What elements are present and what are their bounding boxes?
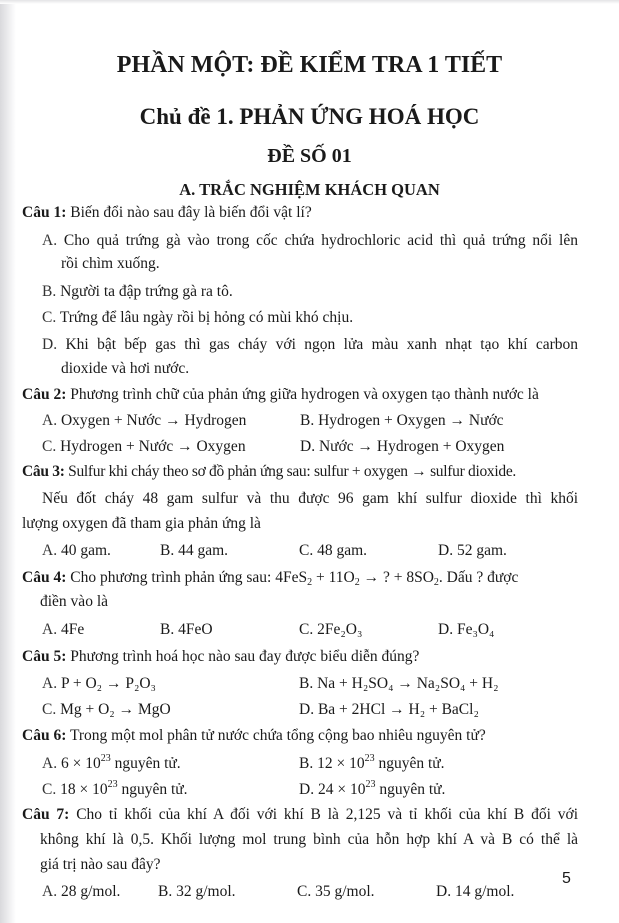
question-6: Câu 6: Trong một mol phân tử nước chứa tổng cộng bao nhiêu nguyên tử?: [22, 727, 486, 744]
q3-option-d: D. 52 gam.: [438, 542, 507, 559]
q3-text-cont2: lượng oxygen đã tham gia phản ứng là: [22, 515, 261, 532]
question-5: Câu 5: Phương trình hoá học nào sau đay được biểu diễn đúng?: [22, 648, 420, 665]
q2-option-a: A. Oxygen + Nước → Hydrogen: [42, 412, 247, 429]
q1-option-d: D. Khi bật bếp gas thì gas cháy với ngọn lửa màu xanh nhạt tạo khí carbon: [42, 336, 578, 353]
section-title: A. TRẮC NGHIỆM KHÁCH QUAN: [179, 180, 440, 199]
q3-option-c: C. 48 gam.: [299, 542, 368, 559]
question-text: Biến đổi nào sau đây là biến đổi vật lí?: [70, 204, 312, 221]
q7-text-cont: không khí là 0,5. Khối lượng mol trung bình của hỗn hợp khí A và B có thể là: [40, 831, 578, 848]
q5-option-d: D. Ba + 2HCl → H₂ + BaCl₂: [299, 701, 479, 718]
page-top-shadow: [0, 0, 619, 4]
q3-text-cont: Nếu đốt cháy 48 gam sulfur và thu được 96 gam khí sulfur dioxide thì khối: [42, 490, 578, 507]
q5-option-b: B. Na + H₂SO₄ → Na₂SO₄ + H₂: [299, 675, 499, 692]
q1-option-a-cont: rồi chìm xuống.: [61, 255, 160, 272]
page-number: 5: [562, 870, 571, 887]
q1-option-c: C. Trứng để lâu ngày rồi bị hỏng có mùi khó chịu.: [42, 309, 354, 326]
q7-option-a: A. 28 g/mol.: [42, 883, 121, 900]
q6-option-c: C. $18 \times 10^{23}$ nguyên tử.: [42, 779, 188, 798]
question-label: Câu 1:: [22, 204, 67, 221]
q1-option-b: B. Người ta đập trứng gà ra tô.: [42, 283, 233, 300]
q1-option-d-cont: dioxide và hơi nước.: [61, 360, 190, 377]
q2-option-c: C. Hydrogen + Nước → Oxygen: [42, 438, 246, 455]
q4-option-b: B. 4FeO: [160, 621, 213, 638]
topic-title: Chủ đề 1. PHẢN ỨNG HOÁ HỌC: [139, 104, 480, 129]
q4-text-cont: điền vào là: [40, 593, 109, 610]
q1-option-a: A. Cho quả trứng gà vào trong cốc chứa hydrochloric acid thì quả trứng nổi lên: [42, 232, 578, 249]
q7-text-cont2: giá trị nào sau đây?: [40, 856, 161, 873]
question-7: Câu 7: Cho tỉ khối của khí A đối với khí B là 2,125 và tỉ khối của khí B đối với: [22, 806, 579, 823]
q7-option-d: D. 14 g/mol.: [436, 883, 515, 900]
q4-option-c: C. 2Fe₂O₃: [299, 621, 363, 638]
q3-option-b: B. 44 gam.: [160, 542, 229, 559]
q3-option-a: A. 40 gam.: [42, 542, 111, 559]
q2-option-b: B. Hydrogen + Oxygen → Nước: [300, 412, 504, 429]
q7-option-c: C. 35 g/mol.: [297, 883, 375, 900]
q4-option-d: D. Fe₃O₄: [438, 621, 495, 638]
q6-option-a: A. $6 \times 10^{23}$ nguyên tử.: [42, 753, 181, 772]
q7-option-b: B. 32 g/mol.: [158, 883, 236, 900]
question-2: Câu 2: Phương trình chữ của phản ứng giữa hydrogen và oxygen tạo thành nước là: [22, 386, 539, 403]
question-1: [22, 204, 312, 222]
q4-option-a: A. 4Fe: [42, 621, 85, 638]
question-4: Câu 4: Cho phương trình phản ứng sau: $4FeS_2 + 11O_2$ → ? + $8SO_2$. Dấu ? được: [22, 569, 519, 588]
page-binding-shadow: [0, 0, 16, 923]
q5-option-c: C. Mg + O₂ → MgO: [42, 701, 171, 718]
q5-option-a: A. P + O₂ → P₂O₃: [42, 675, 156, 692]
q2-option-d: D. Nước → Hydrogen + Oxygen: [300, 438, 505, 455]
part-title: PHẦN MỘT: ĐỀ KIỂM TRA 1 TIẾT: [116, 52, 503, 78]
q6-option-b: B. $12 \times 10^{23}$ nguyên tử.: [299, 753, 445, 772]
question-3: Câu 3: Sulfur khi cháy theo sơ đồ phản ứng sau: sulfur + oxygen → sulfur dioxide.: [22, 463, 516, 480]
exam-title: ĐỀ SỐ 01: [267, 145, 352, 167]
q6-option-d: D. $24 \times 10^{23}$ nguyên tử.: [299, 779, 446, 798]
